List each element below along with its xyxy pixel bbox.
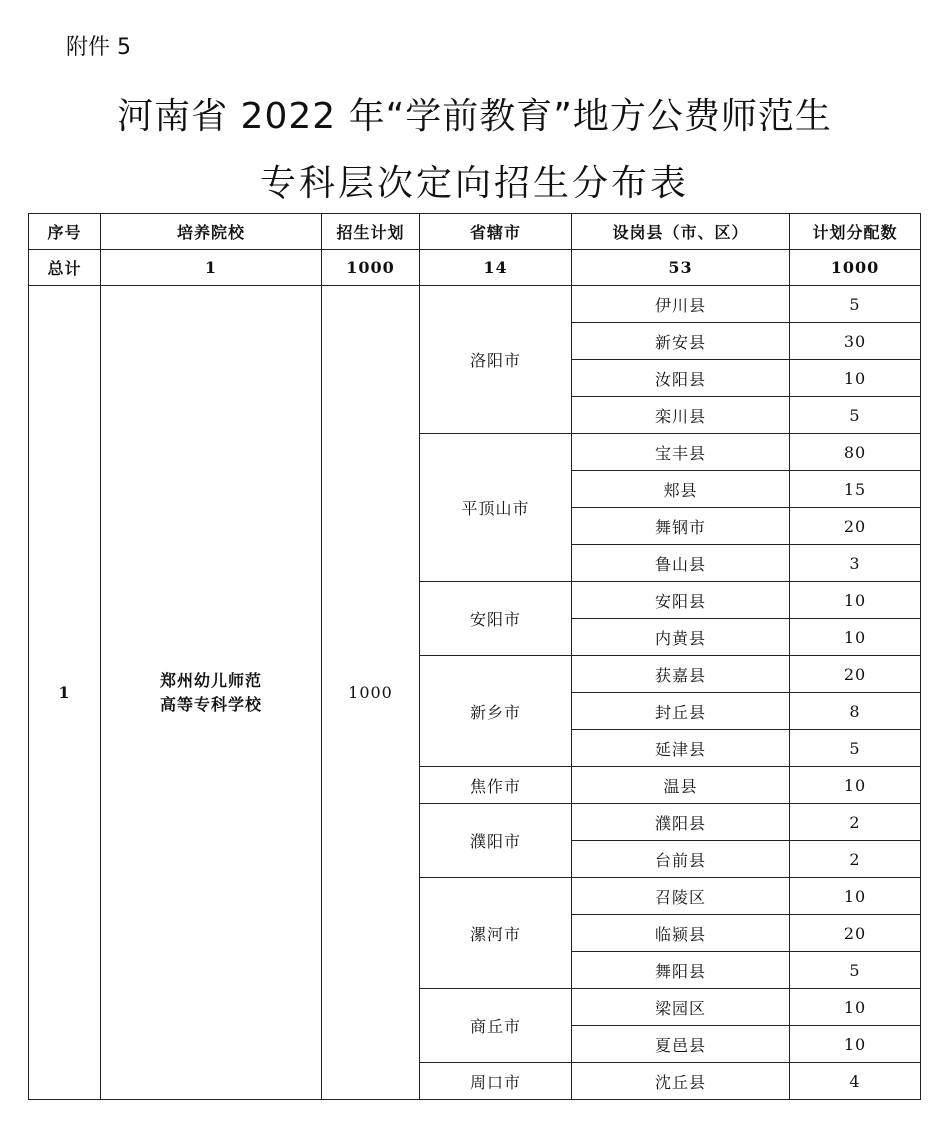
allocation-cell: 2 (790, 804, 921, 841)
header-plan: 招生计划 (322, 214, 420, 250)
county-cell: 舞钢市 (572, 508, 790, 545)
allocation-cell: 15 (790, 471, 921, 508)
county-cell: 台前县 (572, 841, 790, 878)
allocation-cell: 30 (790, 323, 921, 360)
county-cell: 新安县 (572, 323, 790, 360)
entry-plan: 1000 (322, 286, 420, 1100)
county-cell: 宝丰县 (572, 434, 790, 471)
header-school: 培养院校 (101, 214, 322, 250)
allocation-cell: 8 (790, 693, 921, 730)
county-cell: 延津县 (572, 730, 790, 767)
county-cell: 夏邑县 (572, 1026, 790, 1063)
document-title-line1: 河南省 2022 年“学前教育”地方公费师范生 (117, 96, 832, 137)
allocation-cell: 5 (790, 286, 921, 323)
allocation-cell: 5 (790, 952, 921, 989)
county-cell: 封丘县 (572, 693, 790, 730)
allocation-cell: 20 (790, 915, 921, 952)
allocation-cell: 3 (790, 545, 921, 582)
distribution-table (28, 213, 921, 1100)
entry-index: 1 (29, 286, 101, 1100)
allocation-cell: 10 (790, 989, 921, 1026)
county-cell: 鲁山县 (572, 545, 790, 582)
county-cell: 濮阳县 (572, 804, 790, 841)
city-cell: 新乡市 (420, 656, 572, 767)
county-cell: 内黄县 (572, 619, 790, 656)
table-row (29, 286, 921, 323)
attachment-label: 附件 5 (66, 35, 131, 60)
allocation-cell: 10 (790, 360, 921, 397)
county-cell: 临颍县 (572, 915, 790, 952)
header-index: 序号 (29, 214, 101, 250)
total-schools: 1 (101, 250, 322, 286)
county-cell: 舞阳县 (572, 952, 790, 989)
allocation-cell: 10 (790, 582, 921, 619)
document-title-line2: 专科层次定向招生分布表 (259, 163, 689, 204)
allocation-cell: 10 (790, 878, 921, 915)
school-name-line2: 高等专科学校 (159, 694, 262, 714)
city-cell: 周口市 (420, 1063, 572, 1100)
school-name-line1: 郑州幼儿师范 (159, 670, 262, 690)
county-cell: 栾川县 (572, 397, 790, 434)
total-plan: 1000 (322, 250, 420, 286)
allocation-cell: 10 (790, 767, 921, 804)
allocation-cell: 10 (790, 619, 921, 656)
header-county: 设岗县（市、区） (572, 214, 790, 250)
total-allocation: 1000 (790, 250, 921, 286)
total-label: 总计 (29, 250, 101, 286)
allocation-cell: 80 (790, 434, 921, 471)
city-cell: 安阳市 (420, 582, 572, 656)
header-allocation: 计划分配数 (790, 214, 921, 250)
city-cell: 漯河市 (420, 878, 572, 989)
city-cell: 平顶山市 (420, 434, 572, 582)
county-cell: 温县 (572, 767, 790, 804)
total-row (29, 250, 921, 286)
header-city: 省辖市 (420, 214, 572, 250)
county-cell: 梁园区 (572, 989, 790, 1026)
county-cell: 沈丘县 (572, 1063, 790, 1100)
total-cities: 14 (420, 250, 572, 286)
allocation-cell: 2 (790, 841, 921, 878)
county-cell: 伊川县 (572, 286, 790, 323)
allocation-cell: 5 (790, 730, 921, 767)
table-header-row (29, 214, 921, 250)
city-cell: 洛阳市 (420, 286, 572, 434)
county-cell: 安阳县 (572, 582, 790, 619)
city-cell: 商丘市 (420, 989, 572, 1063)
table-body (29, 250, 921, 1100)
city-cell: 濮阳市 (420, 804, 572, 878)
county-cell: 召陵区 (572, 878, 790, 915)
entry-school (101, 286, 322, 1100)
allocation-cell: 20 (790, 656, 921, 693)
allocation-cell: 10 (790, 1026, 921, 1063)
county-cell: 郏县 (572, 471, 790, 508)
total-counties: 53 (572, 250, 790, 286)
allocation-cell: 20 (790, 508, 921, 545)
allocation-cell: 5 (790, 397, 921, 434)
county-cell: 汝阳县 (572, 360, 790, 397)
city-cell: 焦作市 (420, 767, 572, 804)
county-cell: 获嘉县 (572, 656, 790, 693)
allocation-cell: 4 (790, 1063, 921, 1100)
